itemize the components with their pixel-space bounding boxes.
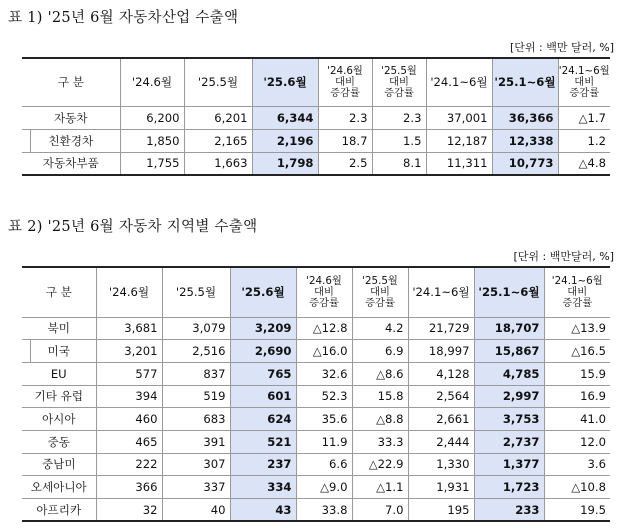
cell-25-6: 624 — [230, 408, 296, 431]
cell-25-5: 519 — [162, 385, 230, 408]
cell-yoy: 35.6 — [296, 408, 352, 431]
cell-mom: △1.1 — [352, 476, 408, 499]
cell-25-1-6: 4,785 — [474, 362, 544, 385]
cell-ytd: 19.5 — [544, 499, 610, 522]
cell-25-5: 837 — [162, 362, 230, 385]
cell-ytd: 3.6 — [544, 453, 610, 476]
header-mom-line2: 대비 — [370, 285, 390, 298]
row-label: 기타 유럽 — [22, 385, 96, 408]
cell-25-1-6: 15,867 — [474, 340, 544, 363]
header-yoy-line2: 대비 — [314, 285, 334, 298]
header-yoy-line2: 대비 — [335, 75, 355, 88]
cell-yoy: 2.3 — [318, 106, 372, 129]
cell-25-1-6: 36,366 — [492, 106, 558, 129]
header-yoy-line3: 증감률 — [309, 296, 339, 309]
cell-25-1-6: 2,737 — [474, 430, 544, 453]
cell-25-5: 1,663 — [184, 152, 252, 175]
header-24-6: '24.6월 — [120, 58, 184, 106]
cell-25-1-6: 1,377 — [474, 453, 544, 476]
cell-mom: 15.8 — [352, 385, 408, 408]
cell-yoy: 6.6 — [296, 453, 352, 476]
cell-yoy: △12.8 — [296, 317, 352, 340]
cell-mom: 33.3 — [352, 430, 408, 453]
header-mom-change — [352, 267, 408, 317]
cell-25-6: 3,209 — [230, 317, 296, 340]
cell-24-1-6: 37,001 — [426, 106, 492, 129]
cell-24-1-6: 12,187 — [426, 129, 492, 152]
table-row — [22, 430, 610, 453]
row-label: 아프리카 — [22, 499, 96, 522]
header-yoy-line3: 증감률 — [330, 86, 360, 99]
table2-unit-label: [단위 : 백만달러, %] — [513, 250, 614, 263]
header-mom-line3: 증감률 — [365, 296, 395, 309]
cell-yoy: 11.9 — [296, 430, 352, 453]
cell-24-1-6: 18,997 — [408, 340, 474, 363]
cell-mom: △8.8 — [352, 408, 408, 431]
cell-25-5: 2,516 — [162, 340, 230, 363]
cell-ytd: 12.0 — [544, 430, 610, 453]
cell-yoy: 33.8 — [296, 499, 352, 522]
row-label: 중동 — [22, 430, 96, 453]
row-label: 자동차부품 — [22, 152, 120, 175]
cell-24-6: 465 — [96, 430, 162, 453]
cell-25-6: 765 — [230, 362, 296, 385]
header-yoy-change — [318, 58, 372, 106]
cell-24-1-6: 2,564 — [408, 385, 474, 408]
header-24-1-6: '24.1~6월 — [408, 267, 474, 317]
row-label: 아시아 — [22, 408, 96, 431]
cell-yoy: 32.6 — [296, 362, 352, 385]
cell-ytd: △16.5 — [544, 340, 610, 363]
table-row — [22, 129, 610, 152]
cell-ytd: △1.7 — [558, 106, 610, 129]
row-label: 친환경차 — [22, 129, 120, 152]
table-row — [22, 106, 610, 129]
table2-header-row — [22, 267, 610, 317]
cell-yoy: △9.0 — [296, 476, 352, 499]
cell-25-1-6: 233 — [474, 499, 544, 522]
cell-ytd: 15.9 — [544, 362, 610, 385]
cell-25-6: 2,690 — [230, 340, 296, 363]
cell-25-5: 337 — [162, 476, 230, 499]
header-mom-line1: '25.5월 — [381, 64, 417, 77]
cell-24-6: 460 — [96, 408, 162, 431]
table-row — [22, 317, 610, 340]
table1-title: 표 1) '25년 6월 자동차산업 수출액 — [8, 10, 239, 26]
cell-mom: 2.3 — [372, 106, 426, 129]
header-25-1-6: '25.1~6월 — [492, 58, 558, 106]
cell-mom: △22.9 — [352, 453, 408, 476]
cell-24-6: 1,755 — [120, 152, 184, 175]
header-ytd-change — [558, 58, 610, 106]
row-label: 오세아니아 — [22, 476, 96, 499]
cell-25-6: 2,196 — [252, 129, 318, 152]
header-25-5: '25.5월 — [162, 267, 230, 317]
row-label: 자동차 — [22, 106, 120, 129]
cell-24-1-6: 4,128 — [408, 362, 474, 385]
cell-25-6: 43 — [230, 499, 296, 522]
cell-mom: 7.0 — [352, 499, 408, 522]
cell-ytd: △4.8 — [558, 152, 610, 175]
cell-ytd: △13.9 — [544, 317, 610, 340]
cell-ytd: 1.2 — [558, 129, 610, 152]
cell-24-1-6: 1,931 — [408, 476, 474, 499]
header-25-1-6: '25.1~6월 — [474, 267, 544, 317]
header-ytd-line1: '24.1~6월 — [558, 64, 610, 77]
row-label: 북미 — [22, 317, 96, 340]
header-yoy-change — [296, 267, 352, 317]
cell-24-6: 6,200 — [120, 106, 184, 129]
header-25-6: '25.6월 — [252, 58, 318, 106]
cell-24-6: 394 — [96, 385, 162, 408]
cell-24-1-6: 2,444 — [408, 430, 474, 453]
table-row — [22, 152, 610, 175]
cell-mom: 4.2 — [352, 317, 408, 340]
row-label: 중남미 — [22, 453, 96, 476]
table-row — [22, 453, 610, 476]
header-ytd-line1: '24.1~6월 — [551, 274, 603, 287]
header-mom-line2: 대비 — [389, 75, 409, 88]
header-24-1-6: '24.1~6월 — [426, 58, 492, 106]
cell-24-6: 32 — [96, 499, 162, 522]
cell-25-1-6: 12,338 — [492, 129, 558, 152]
cell-24-1-6: 1,330 — [408, 453, 474, 476]
header-yoy-line1: '24.6월 — [327, 64, 363, 77]
cell-24-6: 1,850 — [120, 129, 184, 152]
cell-24-1-6: 2,661 — [408, 408, 474, 431]
header-mom-change — [372, 58, 426, 106]
header-category: 구 분 — [22, 58, 120, 106]
cell-24-6: 3,681 — [96, 317, 162, 340]
table-row — [22, 340, 610, 363]
table1-unit-label: [단위 : 백만 달러, %] — [510, 41, 614, 54]
cell-yoy: △16.0 — [296, 340, 352, 363]
cell-25-6: 6,344 — [252, 106, 318, 129]
cell-yoy: 52.3 — [296, 385, 352, 408]
table-row — [22, 385, 610, 408]
cell-25-5: 6,201 — [184, 106, 252, 129]
cell-mom: △8.6 — [352, 362, 408, 385]
row-label: EU — [22, 362, 96, 385]
header-25-6: '25.6월 — [230, 267, 296, 317]
cell-24-1-6: 195 — [408, 499, 474, 522]
cell-25-6: 1,798 — [252, 152, 318, 175]
cell-25-5: 307 — [162, 453, 230, 476]
header-category: 구 분 — [22, 267, 96, 317]
row-label: 미국 — [22, 340, 96, 363]
header-mom-line3: 증감률 — [384, 86, 414, 99]
cell-25-5: 391 — [162, 430, 230, 453]
cell-25-6: 334 — [230, 476, 296, 499]
cell-25-6: 521 — [230, 430, 296, 453]
cell-yoy: 18.7 — [318, 129, 372, 152]
cell-25-5: 2,165 — [184, 129, 252, 152]
header-ytd-line3: 증감률 — [569, 86, 600, 99]
cell-25-5: 3,079 — [162, 317, 230, 340]
table-row — [22, 476, 610, 499]
auto-export-by-region-table — [22, 266, 610, 522]
table1-header-row — [22, 58, 610, 106]
cell-24-6: 222 — [96, 453, 162, 476]
cell-ytd: 41.0 — [544, 408, 610, 431]
cell-ytd: 16.9 — [544, 385, 610, 408]
cell-ytd: △10.8 — [544, 476, 610, 499]
cell-24-6: 577 — [96, 362, 162, 385]
cell-25-6: 237 — [230, 453, 296, 476]
table2-title: 표 2) '25년 6월 자동차 지역별 수출액 — [8, 219, 258, 235]
header-25-5: '25.5월 — [184, 58, 252, 106]
header-ytd-line3: 증감률 — [562, 296, 593, 309]
header-24-6: '24.6월 — [96, 267, 162, 317]
cell-mom: 8.1 — [372, 152, 426, 175]
cell-24-1-6: 21,729 — [408, 317, 474, 340]
cell-25-1-6: 1,723 — [474, 476, 544, 499]
cell-mom: 6.9 — [352, 340, 408, 363]
cell-24-6: 366 — [96, 476, 162, 499]
cell-25-1-6: 2,997 — [474, 385, 544, 408]
cell-mom: 1.5 — [372, 129, 426, 152]
cell-25-1-6: 10,773 — [492, 152, 558, 175]
cell-24-6: 3,201 — [96, 340, 162, 363]
header-mom-line1: '25.5월 — [362, 274, 398, 287]
cell-25-1-6: 3,753 — [474, 408, 544, 431]
table-row — [22, 408, 610, 431]
cell-25-1-6: 18,707 — [474, 317, 544, 340]
cell-24-1-6: 11,311 — [426, 152, 492, 175]
cell-25-5: 40 — [162, 499, 230, 522]
auto-industry-export-table — [22, 57, 610, 176]
header-ytd-line2: 대비 — [567, 285, 588, 298]
cell-25-5: 683 — [162, 408, 230, 431]
table-row — [22, 499, 610, 522]
header-ytd-line2: 대비 — [574, 75, 595, 88]
cell-25-6: 601 — [230, 385, 296, 408]
header-ytd-change — [544, 267, 610, 317]
header-yoy-line1: '24.6월 — [306, 274, 342, 287]
cell-yoy: 2.5 — [318, 152, 372, 175]
table-row — [22, 362, 610, 385]
